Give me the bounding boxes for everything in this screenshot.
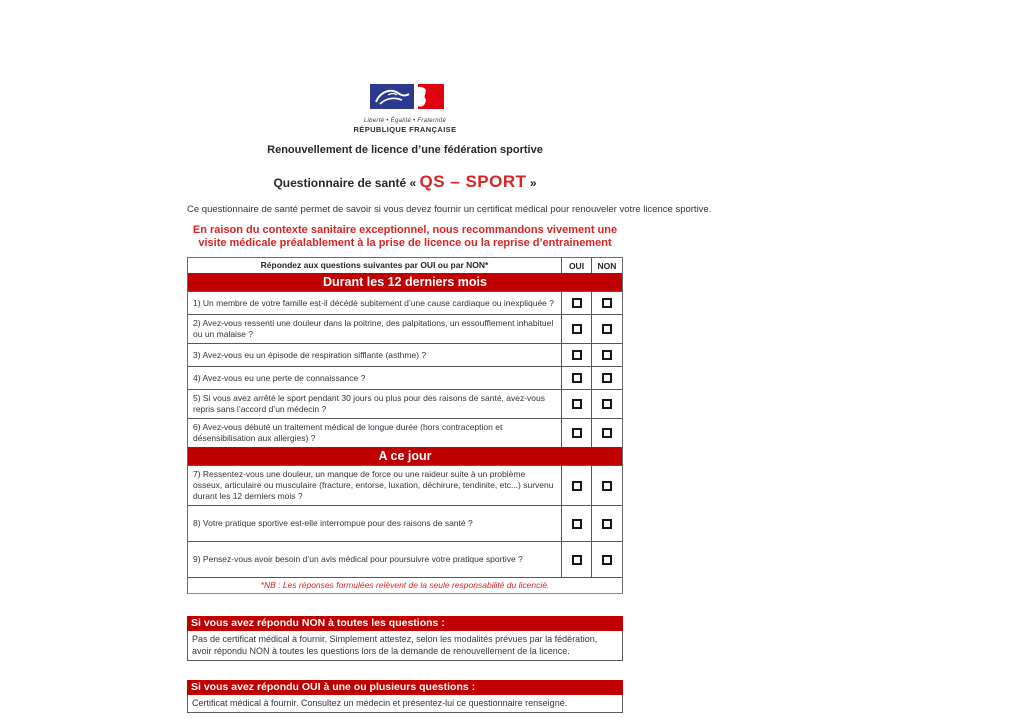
republique-francaise-logo — [187, 84, 623, 134]
header-oui-label: OUI — [562, 258, 592, 273]
q2-oui-checkbox[interactable] — [572, 324, 582, 334]
question-text: 6) Avez-vous débuté un traitement médical de longue durée (hors contraception et désensibilisation aux allergies) ? — [188, 419, 562, 447]
warning-line-1: En raison du contexte sanitaire exceptionnel, nous recommandons vivement une — [192, 224, 618, 236]
q7-non-checkbox[interactable] — [602, 481, 612, 491]
question-row-7 — [188, 465, 622, 505]
question-row-1 — [188, 291, 622, 314]
document-subtitle — [187, 172, 623, 192]
subtitle-prefix: Questionnaire de santé « — [273, 176, 420, 190]
q9-non-checkbox[interactable] — [602, 555, 612, 565]
q7-oui-checkbox[interactable] — [572, 481, 582, 491]
question-text: 7) Ressentez-vous une douleur, un manque de force ou une raideur suite à un problème osseux, articulaire ou musculaire (fracture, entorse, luxation, déchirure, tendinite, etc...) survenu durant les 12 derniers mois ? — [188, 466, 562, 505]
q8-non-checkbox[interactable] — [602, 519, 612, 529]
table-header-row — [188, 258, 622, 273]
question-text: 8) Votre pratique sportive est-elle interrompue pour des raisons de santé ? — [188, 506, 562, 541]
outcome-oui-section — [187, 680, 623, 713]
table-footnote: *NB : Les réponses formulées relèvent de la seule responsabilité du licencié. — [188, 577, 622, 593]
section-banner-12-months: Durant les 12 derniers mois — [188, 273, 622, 291]
question-text: 2) Avez-vous ressenti une douleur dans la poitrine, des palpitations, un essoufflement inhabituel ou un malaise ? — [188, 315, 562, 343]
q2-non-checkbox[interactable] — [602, 324, 612, 334]
q9-oui-checkbox[interactable] — [572, 555, 582, 565]
question-row-9 — [188, 541, 622, 577]
outcome-oui-body: Certificat médical à fournir. Consultez un médecin et présentez-lui ce questionnaire renseigné. — [187, 695, 623, 713]
logo-country: RÉPUBLIQUE FRANÇAISE — [353, 125, 457, 134]
question-row-2 — [188, 314, 622, 343]
intro-paragraph: Ce questionnaire de santé permet de savoir si vous devez fournir un certificat médical pour renouveler votre licence sportive. — [187, 204, 712, 215]
logo-motto: Liberté • Égalité • Fraternité — [363, 118, 447, 124]
q6-non-checkbox[interactable] — [602, 428, 612, 438]
question-text: 5) Si vous avez arrêté le sport pendant 30 jours ou plus pour des raisons de santé, avez-vous repris sans l’accord d’un médecin ? — [188, 390, 562, 418]
questionnaire-table — [187, 257, 623, 594]
subtitle-suffix: » — [526, 176, 537, 190]
question-row-6 — [188, 418, 622, 447]
sanitary-warning — [187, 224, 623, 250]
document-title: Renouvellement de licence d’une fédération sportive — [267, 144, 543, 156]
question-text: 4) Avez-vous eu une perte de connaissance ? — [188, 367, 562, 389]
subtitle-highlight: QS – SPORT — [419, 172, 527, 191]
q4-oui-checkbox[interactable] — [572, 373, 582, 383]
warning-line-2: visite médicale préalablement à la prise de licence ou la reprise d’entrainement — [198, 237, 612, 249]
q4-non-checkbox[interactable] — [602, 373, 612, 383]
q1-oui-checkbox[interactable] — [572, 298, 582, 308]
outcome-oui-title: Si vous avez répondu OUI à une ou plusieurs questions : — [187, 680, 623, 695]
q3-non-checkbox[interactable] — [602, 350, 612, 360]
question-row-5 — [188, 389, 622, 418]
q8-oui-checkbox[interactable] — [572, 519, 582, 529]
q5-non-checkbox[interactable] — [602, 399, 612, 409]
outcome-non-body: Pas de certificat médical à fournir. Simplement attestez, selon les modalités prévues par la fédération, avoir répondu NON à toutes les questions lors de la demande de renouvellement de la licence. — [187, 631, 623, 661]
question-row-3 — [188, 343, 622, 366]
question-row-4 — [188, 366, 622, 389]
q6-oui-checkbox[interactable] — [572, 428, 582, 438]
section-banner-today: A ce jour — [188, 447, 622, 465]
q1-non-checkbox[interactable] — [602, 298, 612, 308]
question-text: 9) Pensez-vous avoir besoin d’un avis médical pour poursuivre votre pratique sportive ? — [188, 542, 562, 577]
header-question-label: Répondez aux questions suivantes par OUI ou par NON* — [188, 258, 562, 273]
q3-oui-checkbox[interactable] — [572, 350, 582, 360]
question-text: 3) Avez-vous eu un épisode de respiration sifflante (asthme) ? — [188, 344, 562, 366]
q5-oui-checkbox[interactable] — [572, 399, 582, 409]
qs-sport-form — [187, 84, 712, 713]
outcome-non-title: Si vous avez répondu NON à toutes les questions : — [187, 616, 623, 631]
question-text: 1) Un membre de votre famille est-il décédé subitement d’une cause cardiaque ou inexpliquée ? — [188, 292, 562, 314]
french-flag-icon — [362, 84, 448, 117]
outcome-non-section — [187, 616, 623, 661]
question-row-8 — [188, 505, 622, 541]
header-non-label: NON — [597, 260, 617, 271]
